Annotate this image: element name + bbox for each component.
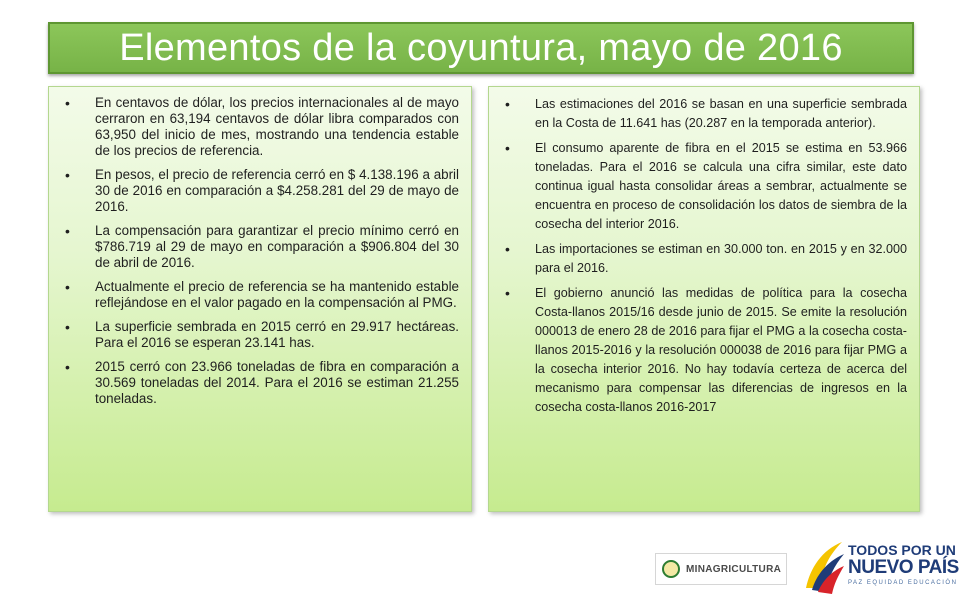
list-item-text: El consumo aparente de fibra en el 2015 se estima en 53.966 toneladas. Para el 2016 se calcula una cifra similar, este dato continua igual hasta consolidar áreas a sembrar, actualmente se encuentra en proceso de consolidación los datos de siembra de la cosecha del interior 2016. (535, 141, 907, 231)
minagricultura-logo (655, 553, 787, 585)
left-content-panel (48, 86, 472, 512)
logo-tagline: PAZ EQUIDAD EDUCACIÓN (848, 580, 958, 586)
list-item-text: 2015 cerró con 23.966 toneladas de fibra en comparación a 30.569 toneladas del 2014. Para el 2016 se estiman 21.255 toneladas. (95, 359, 459, 406)
minagricultura-label: MINAGRICULTURA (686, 563, 782, 575)
list-item-text: Las importaciones se estiman en 30.000 ton. en 2015 y en 32.000 para el 2016. (535, 242, 907, 275)
bullet-icon: • (505, 96, 510, 112)
list-item-text: La superficie sembrada en 2015 cerró en 29.917 hectáreas. Para el 2016 se esperan 23.141 has. (95, 319, 459, 350)
left-bullet-list (61, 95, 459, 407)
right-bullet-list (501, 95, 907, 417)
list-item (501, 95, 907, 133)
seal-icon (662, 560, 680, 578)
list-item-text: Actualmente el precio de referencia se ha mantenido estable reflejándose en el valor pagado en la compensación al PMG. (95, 279, 459, 310)
list-item (61, 95, 459, 159)
list-item (501, 139, 907, 234)
list-item (61, 223, 459, 271)
bullet-icon: • (505, 241, 510, 257)
todos-por-un-nuevo-pais-logo (800, 538, 959, 594)
bullet-icon: • (65, 95, 70, 111)
bullet-icon: • (65, 223, 70, 239)
title-bar (48, 22, 914, 74)
list-item-text: La compensación para garantizar el precio mínimo cerró en $786.719 al 29 de mayo en comparación a $906.804 del 30 de abril de 2016. (95, 223, 459, 270)
bullet-icon: • (65, 319, 70, 335)
logo-line-2: NUEVO PAÍS (848, 557, 959, 578)
flag-swoosh-icon (800, 538, 846, 594)
right-content-panel (488, 86, 920, 512)
bullet-icon: • (505, 140, 510, 156)
list-item (501, 240, 907, 278)
bullet-icon: • (65, 359, 70, 375)
list-item-text: En centavos de dólar, los precios internacionales al de mayo cerraron en 63,194 centavos de dólar libra comparados con 63,950 del inicio de mes, mostrando una tendencia estable de los precios de referencia. (95, 95, 459, 158)
list-item-text: Las estimaciones del 2016 se basan en una superficie sembrada en la Costa de 11.641 has (20.287 en la temporada anterior). (535, 97, 907, 130)
page-title: Elementos de la coyuntura, mayo de 2016 (119, 26, 843, 69)
list-item (61, 167, 459, 215)
list-item-text: En pesos, el precio de referencia cerró en $ 4.138.196 a abril 30 de 2016 en comparación a $4.258.281 del 29 de mayo de 2016. (95, 167, 459, 214)
list-item-text: El gobierno anunció las medidas de política para la cosecha Costa-llanos 2015/16 desde junio de 2015. Se emite la resolución 000013 de enero 28 de 2016 para fijar el PMG a la cosecha costa-llanos 2015-2016 y la resolución 000038 de 2016 para fijar PMG a la cosecha interior 2016. No hay todavía certeza de acerca del mecanismo para compensar las diferencias de ingresos en la cosecha costa-llanos 2016-2017 (535, 286, 907, 414)
bullet-icon: • (505, 285, 510, 301)
list-item (501, 284, 907, 417)
list-item (61, 359, 459, 407)
bullet-icon: • (65, 279, 70, 295)
list-item (61, 279, 459, 311)
bullet-icon: • (65, 167, 70, 183)
list-item (61, 319, 459, 351)
logo-line-1: TODOS POR UN (848, 542, 956, 558)
